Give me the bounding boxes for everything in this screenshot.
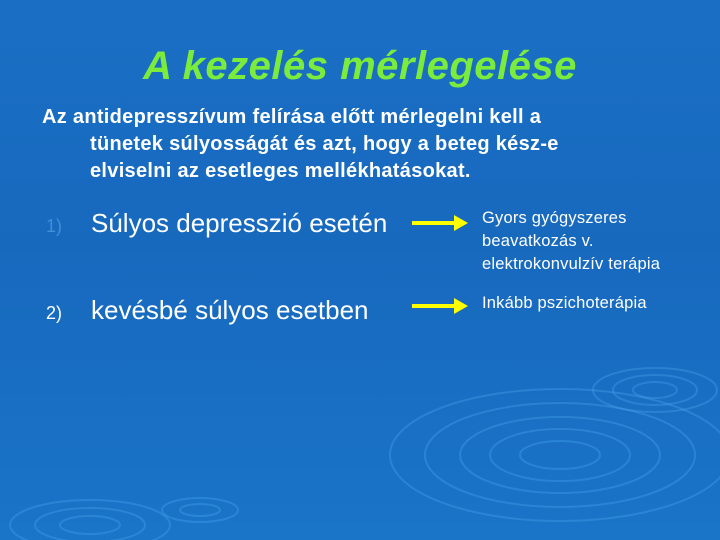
right-arrow-icon xyxy=(412,214,468,232)
item-label: Súlyos depresszió esetén xyxy=(91,208,388,238)
item-result-line: beavatkozás v. xyxy=(482,232,594,250)
item-result xyxy=(482,207,660,276)
item-result-line: Inkább pszichoterápia xyxy=(482,294,647,312)
item-number: 1) xyxy=(46,216,63,236)
intro-line: tünetek súlyosságát és azt, hogy a beteg kész-e xyxy=(90,133,559,155)
item-result xyxy=(482,292,647,315)
item-number: 2) xyxy=(46,303,63,323)
intro-line: elviselni az esetleges mellékhatásokat. xyxy=(90,160,471,182)
slide-title: A kezelés mérlegelése xyxy=(143,44,577,88)
item-label: kevésbé súlyos esetben xyxy=(91,295,369,325)
right-arrow-icon xyxy=(412,297,468,315)
intro-paragraph xyxy=(42,104,682,185)
intro-line: Az antidepresszívum felírása előtt mérlegelni kell a xyxy=(42,106,542,128)
item-result-line: Gyors gyógyszeres xyxy=(482,209,627,227)
item-result-line: elektrokonvulzív terápia xyxy=(482,255,661,273)
